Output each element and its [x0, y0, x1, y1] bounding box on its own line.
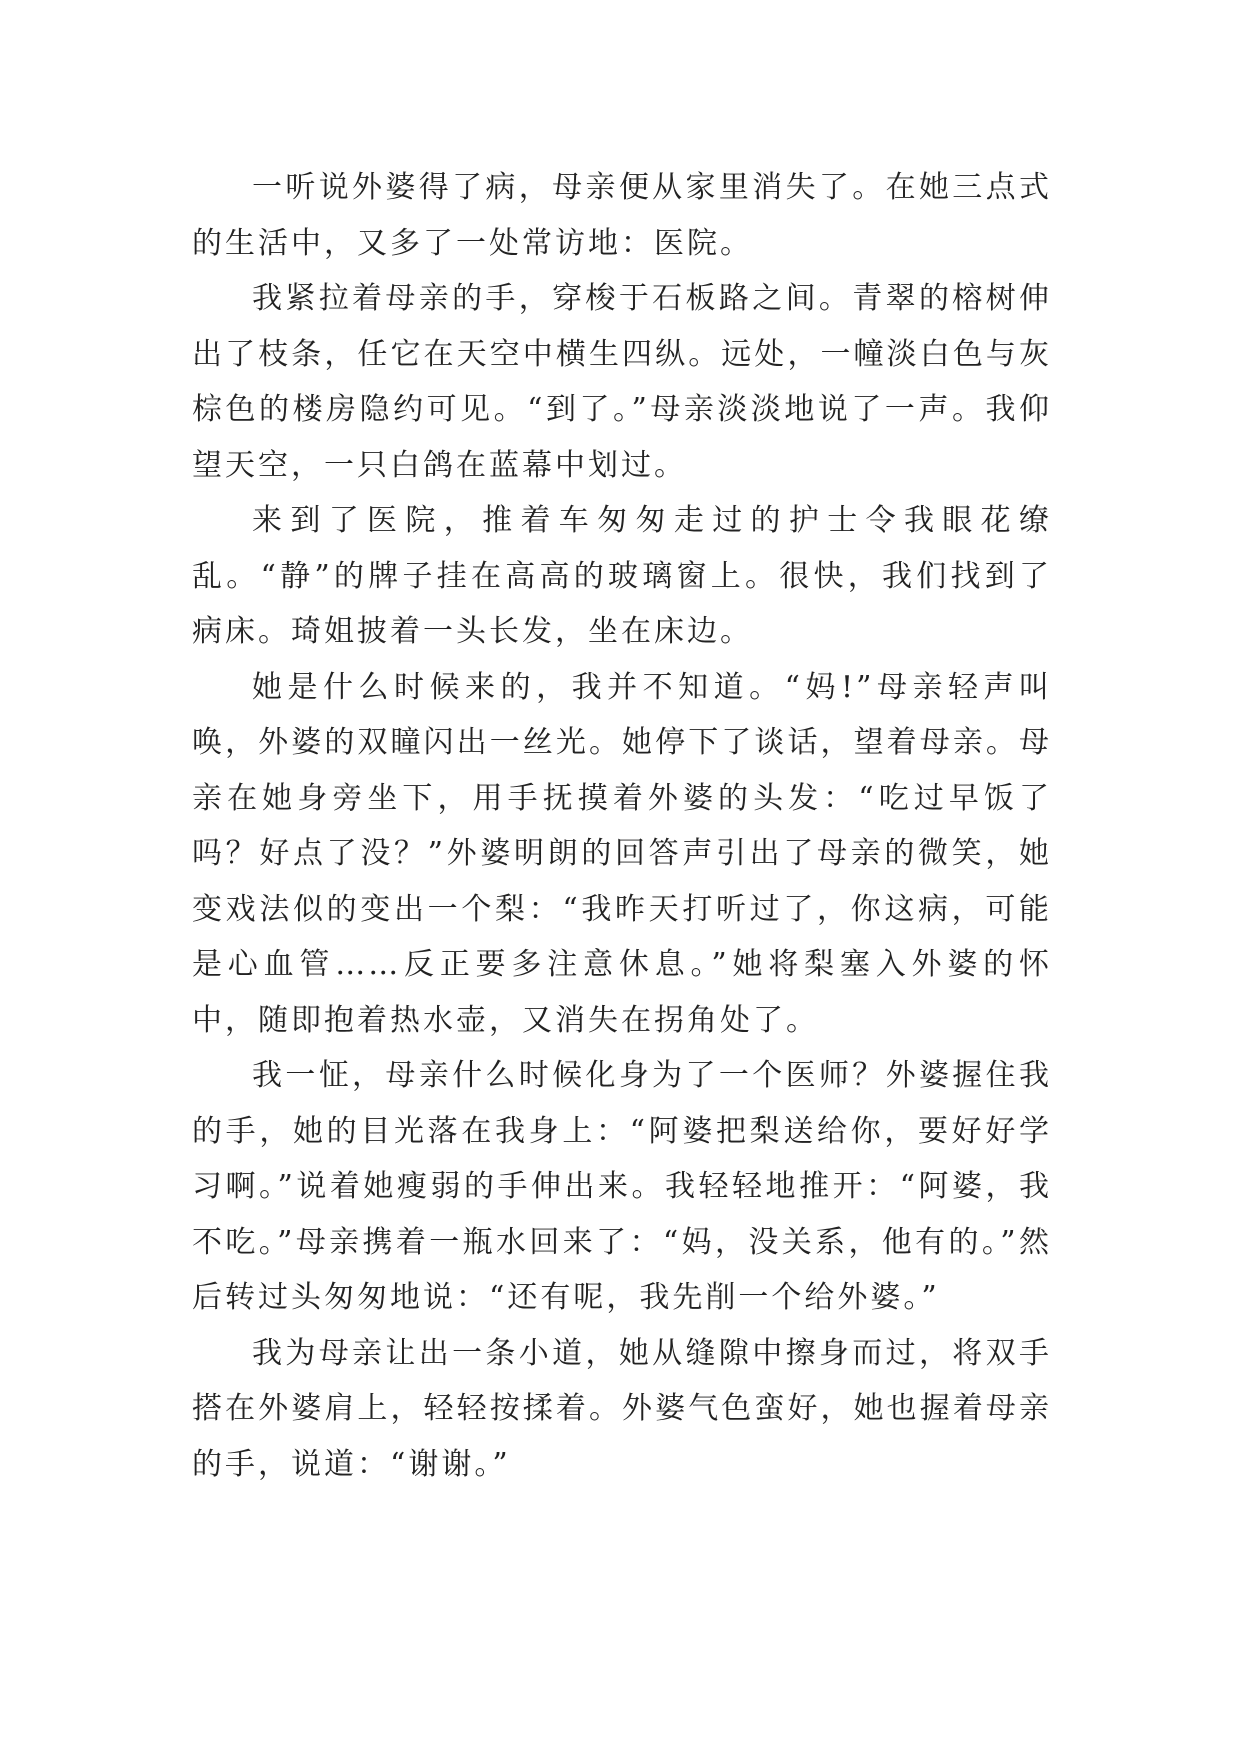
paragraph-2: 我紧拉着母亲的手，穿梭于石板路之间。青翠的榕树伸出了枝条，任它在天空中横生四纵。远处，一幢淡白色与灰棕色的楼房隐约可见。“到了。”母亲淡淡地说了一声。我仰望天空，一只白鸽在蓝幕中划过。 [192, 281, 1052, 483]
paragraph-4: 她是什么时候来的，我并不知道。“妈!”母亲轻声叫唤，外婆的双瞳闪出一丝光。她停下了谈话，望着母亲。母亲在她身旁坐下，用手抚摸着外婆的头发：“吃过早饭了吗？好点了没？”外婆明朗的回答声引出了母亲的微笑，她变戏法似的变出一个梨：“我昨天打听过了，你这病，可能是心血管……反正要多注意休息。”她将梨塞入外婆的怀中，随即抱着热水壶，又消失在拐角处了。 [192, 669, 1052, 1038]
paragraph-6: 我为母亲让出一条小道，她从缝隙中擦身而过，将双手搭在外婆肩上，轻轻按揉着。外婆气色蛮好，她也握着母亲的手，说道：“谢谢。” [192, 1335, 1052, 1482]
document-body [192, 160, 1052, 1492]
paragraph-3: 来到了医院，推着车匆匆走过的护士令我眼花缭乱。“静”的牌子挂在高高的玻璃窗上。很快，我们找到了病床。琦姐披着一头长发，坐在床边。 [192, 503, 1052, 649]
paragraph-1: 一听说外婆得了病，母亲便从家里消失了。在她三点式的生活中，又多了一处常访地：医院。 [192, 170, 1052, 261]
paragraph-5: 我一怔，母亲什么时候化身为了一个医师？外婆握住我的手，她的目光落在我身上：“阿婆把梨送给你，要好好学习啊。”说着她瘦弱的手伸出来。我轻轻地推开：“阿婆，我不吃。”母亲携着一瓶水回来了：“妈，没关系，他有的。”然后转过头匆匆地说：“还有呢，我先削一个给外婆。” [192, 1058, 1052, 1315]
